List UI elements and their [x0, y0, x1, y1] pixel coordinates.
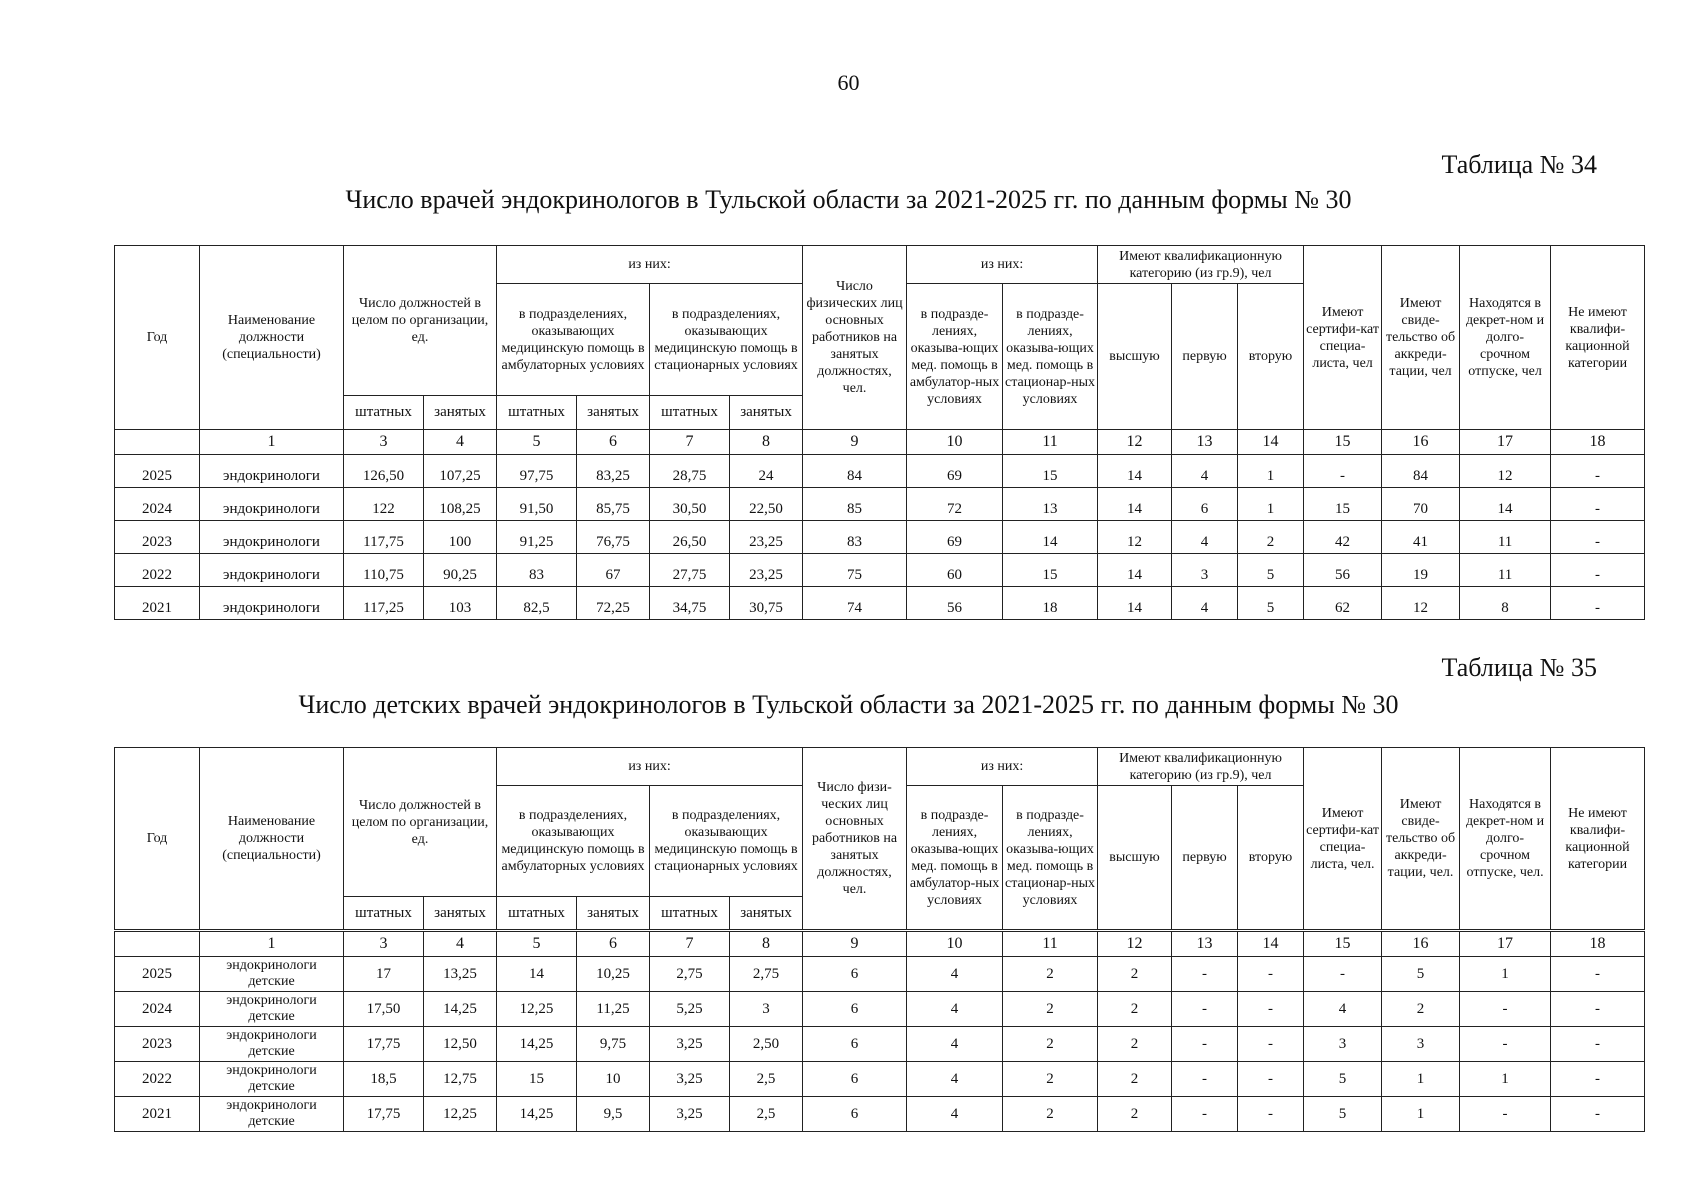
value-cell: 4: [907, 992, 1003, 1027]
header-leave: Находятся в декрет-ном и долго-срочном отпуске, чел: [1460, 246, 1551, 430]
value-cell: 3,25: [650, 1027, 730, 1062]
value-cell: 6: [803, 1097, 907, 1132]
value-cell: 14: [1098, 587, 1172, 620]
value-cell: 2: [1098, 1062, 1172, 1097]
header-staff: штатных: [344, 897, 424, 931]
year-cell: 2021: [115, 587, 200, 620]
table-row: [115, 1097, 1645, 1132]
pediatric-endocrinologists-table: [114, 747, 1645, 1132]
table-row: [115, 488, 1645, 521]
header-staff: штатных: [650, 396, 730, 430]
value-cell: 84: [803, 455, 907, 488]
value-cell: 12: [1382, 587, 1460, 620]
value-cell: -: [1172, 957, 1238, 992]
column-number: 3: [344, 430, 424, 455]
header-pers-outpatient: в подразде-лениях, оказыва-ющих мед. помощь в амбулатор-ных условиях: [907, 786, 1003, 931]
column-number: 15: [1304, 430, 1382, 455]
value-cell: 14: [497, 957, 577, 992]
value-cell: 30,50: [650, 488, 730, 521]
year-cell: 2025: [115, 957, 200, 992]
value-cell: 3: [1304, 1027, 1382, 1062]
value-cell: 84: [1382, 455, 1460, 488]
value-cell: -: [1238, 992, 1304, 1027]
value-cell: 1: [1238, 488, 1304, 521]
value-cell: 3: [1172, 554, 1238, 587]
header-position: Наименование должности (специальности): [200, 748, 344, 931]
endocrinologists-table: [114, 245, 1645, 620]
value-cell: 85,75: [577, 488, 650, 521]
value-cell: 6: [803, 992, 907, 1027]
table-row: [115, 455, 1645, 488]
value-cell: 2,75: [650, 957, 730, 992]
value-cell: 5: [1238, 554, 1304, 587]
value-cell: 5: [1382, 957, 1460, 992]
table-35-title: Число детских врачей эндокринологов в Тульской области за 2021-2025 гг. по данным формы № 30: [298, 690, 1399, 719]
value-cell: 14,25: [424, 992, 497, 1027]
value-cell: 82,5: [497, 587, 577, 620]
value-cell: 12: [1098, 521, 1172, 554]
value-cell: 56: [1304, 554, 1382, 587]
column-number: 14: [1238, 931, 1304, 957]
value-cell: 91,25: [497, 521, 577, 554]
value-cell: 12,25: [424, 1097, 497, 1132]
value-cell: 12,50: [424, 1027, 497, 1062]
value-cell: 14: [1098, 488, 1172, 521]
header-year: Год: [115, 246, 200, 430]
value-cell: -: [1551, 1027, 1645, 1062]
value-cell: 85: [803, 488, 907, 521]
header-of-them-persons: из них:: [907, 748, 1098, 786]
table-row: [115, 521, 1645, 554]
value-cell: 15: [1304, 488, 1382, 521]
value-cell: 13,25: [424, 957, 497, 992]
table-row: [115, 957, 1645, 992]
value-cell: 10,25: [577, 957, 650, 992]
value-cell: 108,25: [424, 488, 497, 521]
value-cell: 1: [1460, 957, 1551, 992]
header-occupied: занятых: [424, 396, 497, 430]
value-cell: 34,75: [650, 587, 730, 620]
value-cell: 14: [1003, 521, 1098, 554]
table-row: [115, 1062, 1645, 1097]
value-cell: 103: [424, 587, 497, 620]
value-cell: 2: [1382, 992, 1460, 1027]
value-cell: 2: [1098, 1027, 1172, 1062]
header-of-them-persons: из них:: [907, 246, 1098, 284]
value-cell: 5: [1304, 1062, 1382, 1097]
value-cell: 11,25: [577, 992, 650, 1027]
value-cell: 70: [1382, 488, 1460, 521]
year-cell: 2022: [115, 1062, 200, 1097]
header-of-them: из них:: [497, 748, 803, 786]
table-34-label: Таблица № 34: [1441, 150, 1597, 179]
column-number: 11: [1003, 430, 1098, 455]
header-staff: штатных: [344, 396, 424, 430]
header-positions-total: Число должностей в целом по организации, ед.: [344, 246, 497, 396]
value-cell: 28,75: [650, 455, 730, 488]
header-occupied: занятых: [730, 897, 803, 931]
value-cell: 126,50: [344, 455, 424, 488]
value-cell: 1: [1382, 1062, 1460, 1097]
position-cell: эндокринологи: [200, 587, 344, 620]
value-cell: 5,25: [650, 992, 730, 1027]
value-cell: 4: [1304, 992, 1382, 1027]
value-cell: 2: [1238, 521, 1304, 554]
value-cell: 56: [907, 587, 1003, 620]
header-pers-inpatient: в подразде-лениях, оказыва-ющих мед. помощь в стационар-ных условиях: [1003, 786, 1098, 931]
column-number: [115, 430, 200, 455]
value-cell: 74: [803, 587, 907, 620]
header-qual-category: Имеют квалификационную категорию (из гр.9), чел: [1098, 748, 1304, 786]
column-number: 9: [803, 931, 907, 957]
value-cell: 72: [907, 488, 1003, 521]
value-cell: 10: [577, 1062, 650, 1097]
value-cell: -: [1551, 587, 1645, 620]
value-cell: 6: [803, 1027, 907, 1062]
header-certificate: Имеют сертифи-кат специа-листа, чел.: [1304, 748, 1382, 931]
column-numbers-row: [115, 931, 1645, 957]
value-cell: 14: [1098, 554, 1172, 587]
header-first: первую: [1172, 786, 1238, 931]
header-accreditation: Имеют свиде-тельство об аккреди-тации, чел: [1382, 246, 1460, 430]
value-cell: 4: [1172, 521, 1238, 554]
value-cell: 18: [1003, 587, 1098, 620]
header-second: вторую: [1238, 284, 1304, 430]
value-cell: 3: [1382, 1027, 1460, 1062]
header-physical-persons: Число физи-ческих лиц основных работников на занятых должностях, чел.: [803, 748, 907, 931]
value-cell: 26,50: [650, 521, 730, 554]
value-cell: 22,50: [730, 488, 803, 521]
value-cell: 4: [1172, 455, 1238, 488]
value-cell: -: [1460, 1097, 1551, 1132]
value-cell: 12,25: [497, 992, 577, 1027]
header-occupied: занятых: [730, 396, 803, 430]
value-cell: -: [1551, 957, 1645, 992]
value-cell: 117,75: [344, 521, 424, 554]
value-cell: 69: [907, 521, 1003, 554]
value-cell: -: [1238, 1062, 1304, 1097]
value-cell: 3: [730, 992, 803, 1027]
value-cell: 90,25: [424, 554, 497, 587]
value-cell: 72,25: [577, 587, 650, 620]
year-cell: 2023: [115, 521, 200, 554]
header-no-category: Не имеют квалифи-кационной категории: [1551, 748, 1645, 931]
header-second: вторую: [1238, 786, 1304, 931]
value-cell: 2: [1003, 992, 1098, 1027]
value-cell: 23,25: [730, 521, 803, 554]
value-cell: 1: [1382, 1097, 1460, 1132]
value-cell: 110,75: [344, 554, 424, 587]
column-number: 12: [1098, 430, 1172, 455]
value-cell: 2: [1098, 1097, 1172, 1132]
column-number: 17: [1460, 931, 1551, 957]
value-cell: 17,50: [344, 992, 424, 1027]
column-number: 10: [907, 931, 1003, 957]
header-occupied: занятых: [577, 897, 650, 931]
column-number: 10: [907, 430, 1003, 455]
value-cell: 14,25: [497, 1097, 577, 1132]
position-cell: эндокринологи детские: [200, 1097, 344, 1132]
header-pers-outpatient: в подразде-лениях, оказыва-ющих мед. помощь в амбулатор-ных условиях: [907, 284, 1003, 430]
column-number: 18: [1551, 931, 1645, 957]
header-outpatient: в подразделениях, оказывающих медицинскую помощь в амбулаторных условиях: [497, 786, 650, 897]
column-number: 7: [650, 931, 730, 957]
header-staff: штатных: [497, 396, 577, 430]
column-number: 5: [497, 430, 577, 455]
value-cell: 2,75: [730, 957, 803, 992]
value-cell: 76,75: [577, 521, 650, 554]
value-cell: 97,75: [497, 455, 577, 488]
value-cell: 18,5: [344, 1062, 424, 1097]
value-cell: -: [1238, 1027, 1304, 1062]
value-cell: 15: [1003, 554, 1098, 587]
header-highest: высшую: [1098, 786, 1172, 931]
header-qual-category: Имеют квалификационную категорию (из гр.9), чел: [1098, 246, 1304, 284]
value-cell: -: [1460, 992, 1551, 1027]
header-inpatient: в подразделениях, оказывающих медицинскую помощь в стационарных условиях: [650, 284, 803, 396]
header-staff: штатных: [497, 897, 577, 931]
value-cell: -: [1551, 455, 1645, 488]
column-number: 4: [424, 430, 497, 455]
header-outpatient: в подразделениях, оказывающих медицинскую помощь в амбулаторных условиях: [497, 284, 650, 396]
value-cell: 4: [1172, 587, 1238, 620]
value-cell: 3,25: [650, 1097, 730, 1132]
position-cell: эндокринологи: [200, 554, 344, 587]
value-cell: 14,25: [497, 1027, 577, 1062]
column-number: 3: [344, 931, 424, 957]
value-cell: -: [1551, 1097, 1645, 1132]
value-cell: 2: [1003, 1027, 1098, 1062]
column-number: 6: [577, 430, 650, 455]
value-cell: 83: [803, 521, 907, 554]
value-cell: 2: [1098, 957, 1172, 992]
column-number: 8: [730, 931, 803, 957]
column-number: 9: [803, 430, 907, 455]
value-cell: 42: [1304, 521, 1382, 554]
position-cell: эндокринологи детские: [200, 1062, 344, 1097]
value-cell: 4: [907, 957, 1003, 992]
value-cell: 23,25: [730, 554, 803, 587]
header-certificate: Имеют сертифи-кат специа-листа, чел: [1304, 246, 1382, 430]
value-cell: 27,75: [650, 554, 730, 587]
table-row: [115, 992, 1645, 1027]
column-number: 15: [1304, 931, 1382, 957]
header-year: Год: [115, 748, 200, 931]
year-cell: 2024: [115, 992, 200, 1027]
column-number: [115, 931, 200, 957]
value-cell: 17: [344, 957, 424, 992]
value-cell: 3,25: [650, 1062, 730, 1097]
value-cell: -: [1460, 1027, 1551, 1062]
value-cell: 8: [1460, 587, 1551, 620]
header-occupied: занятых: [424, 897, 497, 931]
value-cell: -: [1551, 1062, 1645, 1097]
value-cell: -: [1238, 957, 1304, 992]
column-number: 14: [1238, 430, 1304, 455]
value-cell: 6: [803, 1062, 907, 1097]
value-cell: 2,50: [730, 1027, 803, 1062]
value-cell: 2: [1003, 957, 1098, 992]
year-cell: 2022: [115, 554, 200, 587]
header-positions-total: Число должностей в целом по организации, ед.: [344, 748, 497, 897]
column-number: 1: [200, 931, 344, 957]
position-cell: эндокринологи: [200, 455, 344, 488]
value-cell: 5: [1304, 1097, 1382, 1132]
value-cell: -: [1551, 992, 1645, 1027]
table-35-label: Таблица № 35: [1441, 653, 1597, 682]
column-number: 18: [1551, 430, 1645, 455]
value-cell: 17,75: [344, 1027, 424, 1062]
value-cell: -: [1551, 521, 1645, 554]
position-cell: эндокринологи детские: [200, 1027, 344, 1062]
value-cell: 62: [1304, 587, 1382, 620]
value-cell: 12,75: [424, 1062, 497, 1097]
table-row: [115, 587, 1645, 620]
value-cell: 107,25: [424, 455, 497, 488]
position-cell: эндокринологи детские: [200, 957, 344, 992]
value-cell: 67: [577, 554, 650, 587]
value-cell: -: [1551, 554, 1645, 587]
column-number: 16: [1382, 931, 1460, 957]
table-row: [115, 554, 1645, 587]
value-cell: 1: [1238, 455, 1304, 488]
column-number: 13: [1172, 430, 1238, 455]
value-cell: -: [1304, 455, 1382, 488]
column-number: 16: [1382, 430, 1460, 455]
header-of-them: из них:: [497, 246, 803, 284]
header-staff: штатных: [650, 897, 730, 931]
value-cell: -: [1172, 1097, 1238, 1132]
value-cell: 4: [907, 1062, 1003, 1097]
column-numbers-row: [115, 430, 1645, 455]
value-cell: 12: [1460, 455, 1551, 488]
value-cell: 83: [497, 554, 577, 587]
value-cell: 4: [907, 1027, 1003, 1062]
value-cell: 6: [803, 957, 907, 992]
header-position: Наименование должности (специальности): [200, 246, 344, 430]
value-cell: 14: [1098, 455, 1172, 488]
year-cell: 2021: [115, 1097, 200, 1132]
value-cell: 15: [1003, 455, 1098, 488]
header-occupied: занятых: [577, 396, 650, 430]
position-cell: эндокринологи: [200, 521, 344, 554]
value-cell: 19: [1382, 554, 1460, 587]
value-cell: 2: [1003, 1097, 1098, 1132]
value-cell: -: [1304, 957, 1382, 992]
value-cell: 83,25: [577, 455, 650, 488]
value-cell: 11: [1460, 521, 1551, 554]
position-cell: эндокринологи: [200, 488, 344, 521]
header-inpatient: в подразделениях, оказывающих медицинскую помощь в стационарных условиях: [650, 786, 803, 897]
column-number: 6: [577, 931, 650, 957]
value-cell: 30,75: [730, 587, 803, 620]
value-cell: -: [1238, 1097, 1304, 1132]
column-number: 8: [730, 430, 803, 455]
column-number: 12: [1098, 931, 1172, 957]
value-cell: 91,50: [497, 488, 577, 521]
value-cell: 122: [344, 488, 424, 521]
column-number: 1: [200, 430, 344, 455]
value-cell: 69: [907, 455, 1003, 488]
value-cell: 2,5: [730, 1097, 803, 1132]
column-number: 17: [1460, 430, 1551, 455]
value-cell: 117,25: [344, 587, 424, 620]
value-cell: 17,75: [344, 1097, 424, 1132]
value-cell: 41: [1382, 521, 1460, 554]
value-cell: 100: [424, 521, 497, 554]
value-cell: 24: [730, 455, 803, 488]
header-highest: высшую: [1098, 284, 1172, 430]
year-cell: 2023: [115, 1027, 200, 1062]
header-pers-inpatient: в подразде-лениях, оказыва-ющих мед. помощь в стационар-ных условиях: [1003, 284, 1098, 430]
value-cell: 15: [497, 1062, 577, 1097]
value-cell: 5: [1238, 587, 1304, 620]
value-cell: 9,75: [577, 1027, 650, 1062]
table-34-title: Число врачей эндокринологов в Тульской области за 2021-2025 гг. по данным формы № 30: [345, 185, 1352, 214]
value-cell: -: [1172, 992, 1238, 1027]
header-accreditation: Имеют свиде-тельство об аккреди-тации, чел.: [1382, 748, 1460, 931]
value-cell: 9,5: [577, 1097, 650, 1132]
value-cell: -: [1172, 1062, 1238, 1097]
value-cell: 2,5: [730, 1062, 803, 1097]
column-number: 5: [497, 931, 577, 957]
header-physical-persons: Число физических лиц основных работников на занятых должностях, чел.: [803, 246, 907, 430]
value-cell: 60: [907, 554, 1003, 587]
value-cell: 4: [907, 1097, 1003, 1132]
header-leave: Находятся в декрет-ном и долго-срочном отпуске, чел.: [1460, 748, 1551, 931]
value-cell: 6: [1172, 488, 1238, 521]
column-number: 13: [1172, 931, 1238, 957]
position-cell: эндокринологи детские: [200, 992, 344, 1027]
value-cell: 11: [1460, 554, 1551, 587]
value-cell: 2: [1098, 992, 1172, 1027]
year-cell: 2024: [115, 488, 200, 521]
page-number: 60: [837, 70, 860, 95]
column-number: 7: [650, 430, 730, 455]
header-no-category: Не имеют квалифи-кационной категории: [1551, 246, 1645, 430]
table-row: [115, 1027, 1645, 1062]
column-number: 4: [424, 931, 497, 957]
value-cell: -: [1551, 488, 1645, 521]
value-cell: 2: [1003, 1062, 1098, 1097]
value-cell: -: [1172, 1027, 1238, 1062]
column-number: 11: [1003, 931, 1098, 957]
value-cell: 14: [1460, 488, 1551, 521]
value-cell: 13: [1003, 488, 1098, 521]
value-cell: 1: [1460, 1062, 1551, 1097]
header-first: первую: [1172, 284, 1238, 430]
year-cell: 2025: [115, 455, 200, 488]
value-cell: 75: [803, 554, 907, 587]
